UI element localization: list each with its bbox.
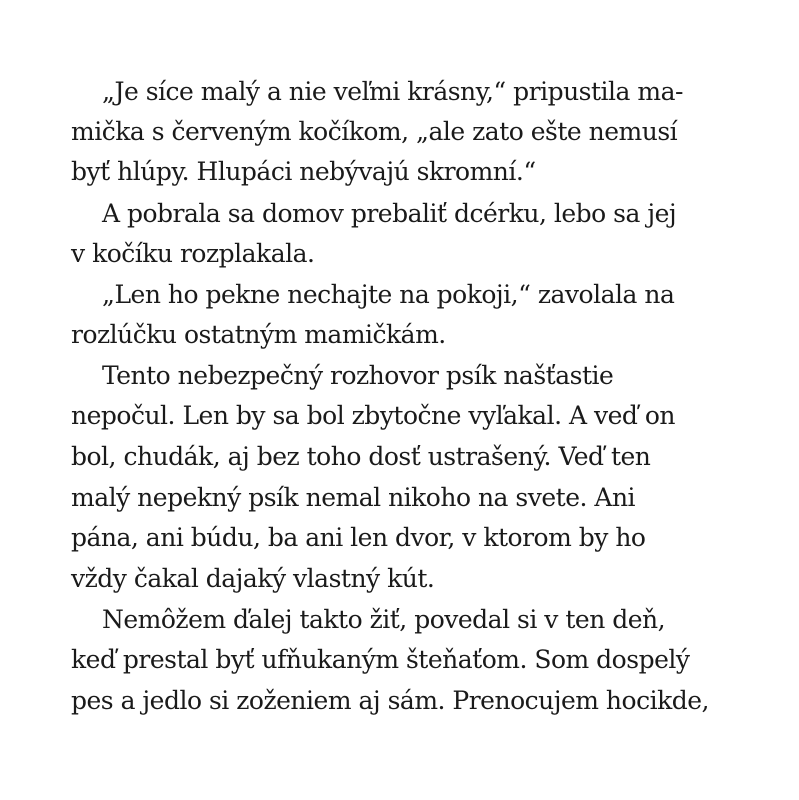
text-line: Tento nebezpečný rozhovor psík našťastie xyxy=(102,361,614,390)
text-line: mička s červeným kočíkom, „ale zato ešte nemusí xyxy=(71,117,678,146)
text-line: pes a jedlo si zoženiem aj sám. Prenocujem hocikde, xyxy=(71,686,709,715)
text-line: nepočul. Len by sa bol zbytočne vyľakal. A veď on xyxy=(71,401,675,430)
text-line: rozlúčku ostatným mamičkám. xyxy=(71,320,446,349)
text-line: vždy čakal dajaký vlastný kút. xyxy=(71,564,435,593)
text-line: „Len ho pekne nechajte na pokoji,“ zavolala na xyxy=(102,280,675,309)
text-line: byť hlúpy. Hlupáci nebývajú skromní.“ xyxy=(71,157,536,186)
text-line: A pobrala sa domov prebaliť dcérku, lebo sa jej xyxy=(102,199,677,228)
text-line: v kočíku rozplakala. xyxy=(71,239,315,268)
text-line: keď prestal byť ufňukaným šteňaťom. Som dospelý xyxy=(71,645,690,674)
text-line: pána, ani búdu, ba ani len dvor, v ktorom by ho xyxy=(71,523,646,552)
text-line: bol, chudák, aj bez toho dosť ustrašený. Veď ten xyxy=(71,442,651,471)
text-line: Nemôžem ďalej takto žiť, povedal si v ten deň, xyxy=(102,605,666,634)
text-line: malý nepekný psík nemal nikoho na svete. Ani xyxy=(71,483,636,512)
text-line: „Je síce malý a nie veľmi krásny,“ pripustila ma- xyxy=(102,77,683,106)
